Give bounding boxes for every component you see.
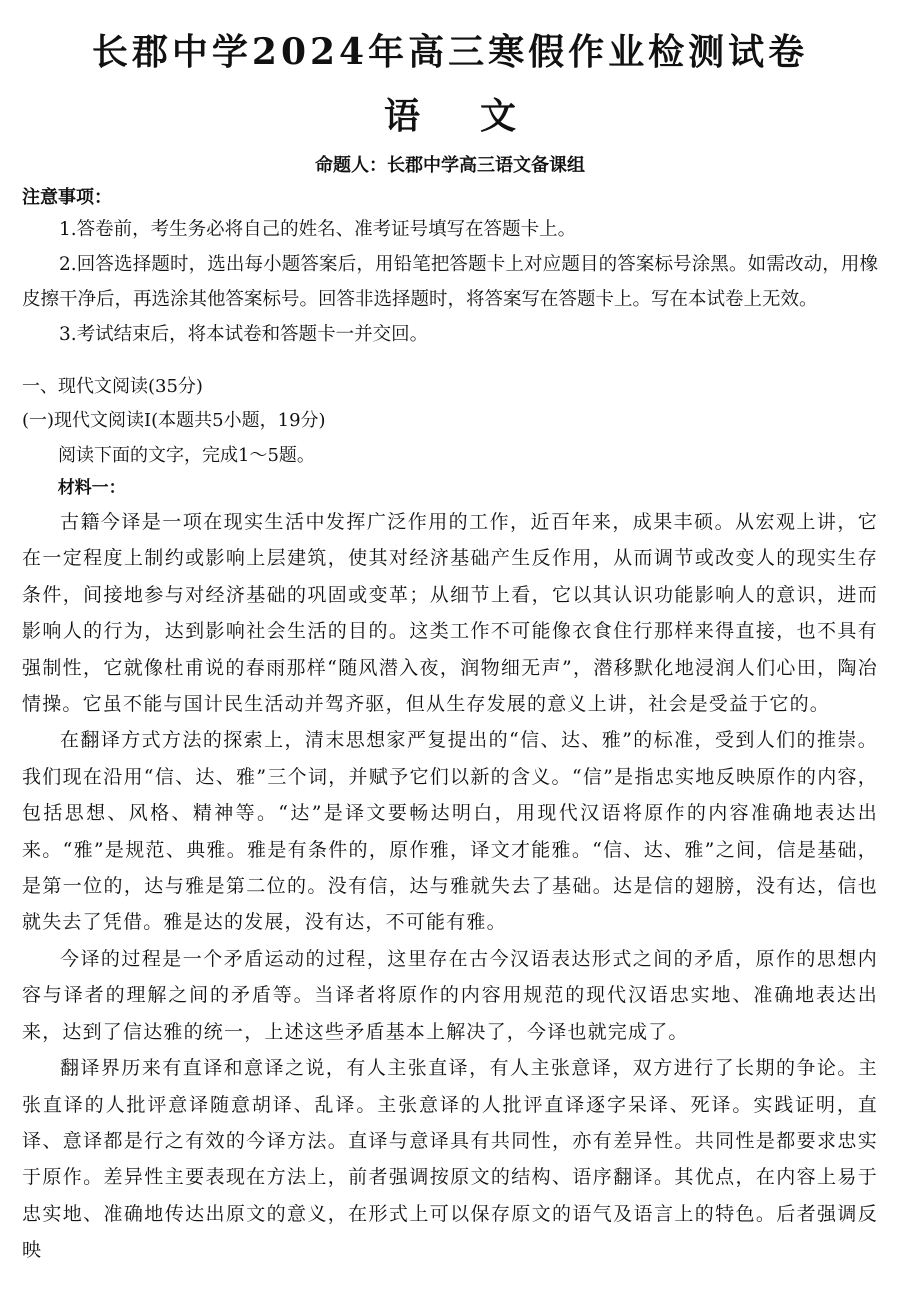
note-item: 3.考试结束后，将本试卷和答题卡一并交回。 xyxy=(59,324,429,345)
exam-title: 长郡中学2024年高三寒假作业检测试卷 xyxy=(91,31,809,73)
material-label: 材料一： xyxy=(57,478,126,498)
notes-heading: 注意事项： xyxy=(22,187,112,208)
subject-title xyxy=(22,94,878,138)
subsection-title: (一)现代文阅读Ⅰ(本题共5小题，19分) xyxy=(22,410,326,431)
material-paragraph: 古籍今译是一项在现实生活中发挥广泛作用的工作，近百年来，成果丰硕。从宏观上讲，它在一定程度上制约或影响上层建筑，使其对经济基础产生反作用，从而调节或改变人的现实生存条件，间接地参与对经济基础的巩固或变革；从细节上看，它以其认识功能影响人的意识，进而影响人的行为，达到影响社会生活的目的。这类工作不可能像衣食住行那样来得直接，也不具有强制性，它就像杜甫说的春雨那样“随风潜入夜，润物细无声”，潜移默化地浸润人们心田，陶冶情操。它虽不能与国计民生活动并驾齐驱，但从生存发展的意义上讲，社会是受益于它的。 xyxy=(22,511,878,716)
material-text xyxy=(22,504,878,1269)
reading-instruction: 阅读下面的文字，完成1～5题。 xyxy=(58,445,315,466)
note-item: 2.回答选择题时，选出每小题答案后，用铅笔把答题卡上对应题目的答案标号涂黑。如需改动，用橡皮擦干净后，再选涂其他答案标号。回答非选择题时，将答案写在答题卡上。写在本试卷上无效。 xyxy=(22,254,878,310)
material-paragraph: 翻译界历来有直译和意译之说，有人主张直译，有人主张意译，双方进行了长期的争论。主张直译的人批评意译随意胡译、乱译。主张意译的人批评直译逐字呆译、死译。实践证明，直译、意译都是行之有效的今译方法。直译与意译具有共同性，亦有差异性。共同性是都要求忠实于原作。差异性主要表现在方法上，前者强调按原文的结构、语序翻译。其优点，在内容上易于忠实地、准确地传达出原文的意义，在形式上可以保存原文的语气及语言上的特色。后者强调反映 xyxy=(22,1057,878,1262)
material-paragraph: 今译的过程是一个矛盾运动的过程，这里存在古今汉语表达形式之间的矛盾，原作的思想内容与译者的理解之间的矛盾等。当译者将原作的内容用规范的现代汉语忠实地、准确地表达出来，达到了信达雅的统一，上述这些矛盾基本上解决了，今译也就完成了。 xyxy=(22,947,878,1043)
section-title: 一、现代文阅读(35分) xyxy=(22,376,203,397)
author-line: 命题人：长郡中学高三语文备课组 xyxy=(315,155,585,176)
note-item: 1.答卷前，考生务必将自己的姓名、准考证号填写在答题卡上。 xyxy=(59,219,577,240)
subject-label: 语文 xyxy=(383,95,576,137)
notes-list xyxy=(22,212,878,352)
material-paragraph: 在翻译方式方法的探索上，清末思想家严复提出的“信、达、雅”的标准，受到人们的推崇。我们现在沿用“信、达、雅”三个词，并赋予它们以新的含义。“信”是指忠实地反映原作的内容，包括思想、风格、精神等。“达”是译文要畅达明白，用现代汉语将原作的内容准确地表达出来。“雅”是规范、典雅。雅是有条件的，原作雅，译文才能雅。“信、达、雅”之间，信是基础，是第一位的，达与雅是第二位的。没有信，达与雅就失去了基础。达是信的翅膀，没有达，信也就失去了凭借。雅是达的发展，没有达，不可能有雅。 xyxy=(22,729,878,934)
